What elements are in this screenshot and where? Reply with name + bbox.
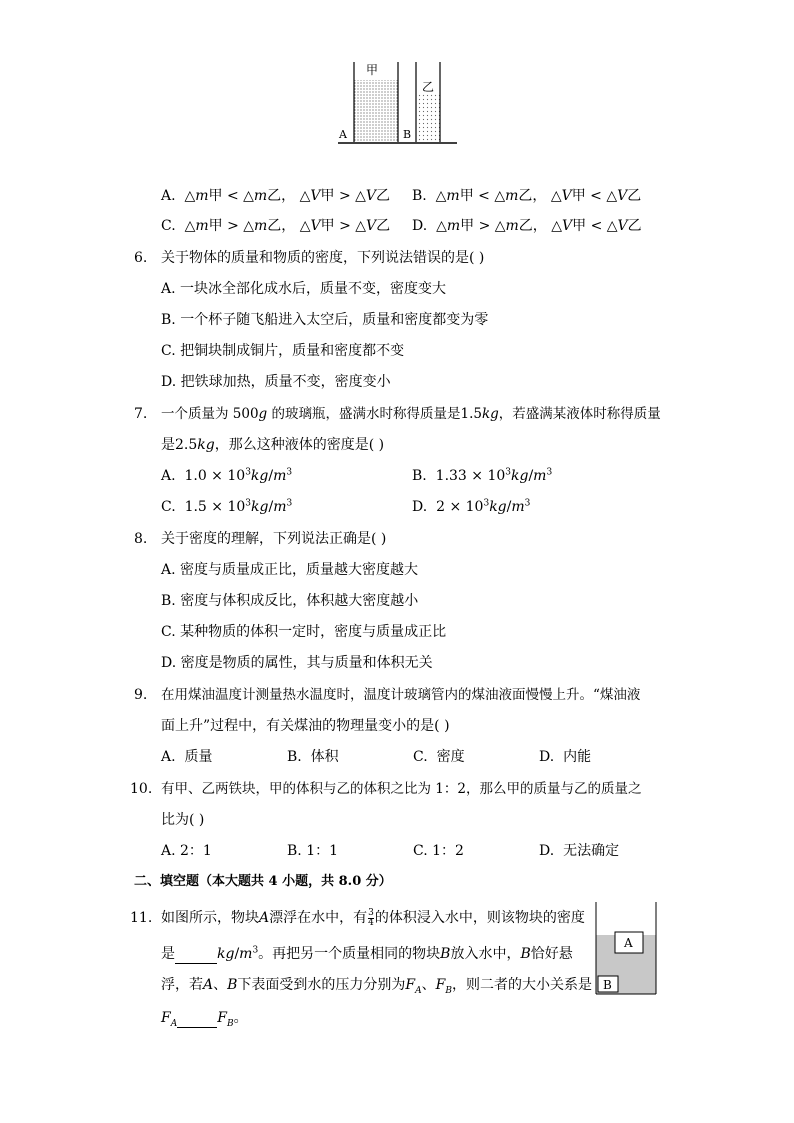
q6-number: 6. [134, 250, 148, 266]
label-yi: 乙 [422, 80, 435, 94]
q6-option-a: A. 一块冰全部化成水后，质量不变，密度变大 [161, 281, 447, 297]
q6-option-c: C. 把铜块制成铜片，质量和密度都不变 [161, 343, 405, 359]
q10-stem-line2: 比为( ) [161, 812, 205, 828]
q7-option-a: A. $1.0 \times 10^3𝑘𝑔/𝑚^3$ [161, 467, 293, 484]
q9-option-b: B. 体积 [287, 749, 339, 765]
q8-option-a: A. 密度与质量成正比，质量越大密度越大 [161, 562, 419, 578]
liquid-jia [354, 80, 398, 142]
q9-option-a: A. 质量 [161, 749, 213, 765]
q5-option-a: A. △𝑚甲 < △𝑚乙， △𝑉甲 > △𝑉乙 [161, 188, 391, 204]
q10-option-d: D. 无法确定 [539, 843, 620, 859]
label-a: A [339, 128, 347, 141]
label-jia: 甲 [366, 63, 379, 77]
q8-stem: 关于密度的理解，下列说法正确是( ) [161, 531, 387, 547]
q6-option-b: B. 一个杯子随飞船进入太空后，质量和密度都变为零 [161, 312, 489, 328]
answer-blank-compare[interactable] [177, 1013, 217, 1028]
q9-option-d: D. 内能 [539, 749, 592, 765]
q8-option-b: B. 密度与体积成反比，体积越大密度越小 [161, 593, 419, 609]
q9-option-c: C. 密度 [413, 749, 465, 765]
liquid-yi [416, 94, 440, 142]
q8-option-d: D. 密度是物质的属性，其与质量和体积无关 [161, 655, 433, 671]
q11-line1: 如图所示，物块𝐴漂浮在水中，有 $\frac{3}{4}$ 的体积浸入水中，则该物块的密度 [161, 907, 585, 928]
q8-option-c: C. 某种物质的体积一定时，密度与质量成正比 [161, 624, 447, 640]
q5-option-d: D. △𝑚甲 > △𝑚乙， △𝑉甲 < △𝑉乙 [412, 218, 642, 234]
q10-option-b: B. 1：1 [287, 843, 339, 859]
water-tank-figure [593, 900, 659, 996]
q5-option-b: B. △𝑚甲 < △𝑚乙， △𝑉甲 < △𝑉乙 [412, 188, 642, 204]
q7-number: 7. [134, 406, 148, 422]
q11-line3: 浮，若𝐴、𝐵下表面受到水的压力分别为𝐹$_𝐴$、𝐹$_𝐵$，则二者的大小关系是 [161, 977, 592, 996]
q6-stem: 关于物体的质量和物质的密度，下列说法错误的是( ) [161, 250, 485, 266]
q11-line4: 𝐹$_𝐴$ 𝐹$_𝐵$。 [161, 1010, 248, 1029]
q7-stem-line1: 一个质量为 500𝑔 的玻璃瓶，盛满水时称得质量是1.5𝑘𝑔，若盛满某液体时称得质量 [161, 406, 661, 422]
containers-figure [330, 58, 465, 150]
q7-option-d: D. $2 \times 10^3𝑘𝑔/𝑚^3$ [412, 498, 531, 515]
q7-stem-line2: 是2.5𝑘𝑔，那么这种液体的密度是( ) [161, 437, 385, 453]
q10-option-c: C. 1：2 [413, 843, 464, 859]
q8-number: 8. [134, 531, 148, 547]
q10-option-a: A. 2：1 [161, 843, 212, 859]
q5-option-c: C. △𝑚甲 > △𝑚乙， △𝑉甲 > △𝑉乙 [161, 218, 391, 234]
q10-stem-line1: 有甲、乙两铁块，甲的体积与乙的体积之比为 1：2，那么甲的质量与乙的质量之 [161, 781, 642, 797]
q10-number: 10. [130, 781, 153, 797]
q6-option-d: D. 把铁球加热，质量不变，密度变小 [161, 374, 391, 390]
q7-option-b: B. $1.33 \times 10^3𝑘𝑔/𝑚^3$ [412, 467, 553, 484]
q9-number: 9. [134, 687, 148, 703]
q9-stem-line2: 面上升”过程中，有关煤油的物理量变小的是( ) [161, 718, 450, 734]
fraction-three-quarters: $\frac{3}{4}$ [368, 907, 374, 928]
answer-blank-density[interactable] [175, 949, 217, 964]
block-b-label: B [603, 978, 612, 992]
section-header-fill-in: 二、填空题（本大题共 4 小题，共 8.0 分） [134, 874, 392, 889]
label-b: B [403, 128, 412, 141]
q9-stem-line1: 在用煤油温度计测量热水温度时，温度计玻璃管内的煤油液面慢慢上升。“煤油液 [161, 687, 641, 703]
q11-line2: 是 𝑘𝑔/𝑚$^3$。再把另一个质量相同的物块𝐵放入水中，𝐵恰好悬 [161, 945, 573, 962]
block-a-label: A [624, 936, 633, 950]
q11-number: 11. [130, 910, 153, 926]
q7-option-c: C. $1.5 \times 10^3𝑘𝑔/𝑚^3$ [161, 498, 293, 515]
